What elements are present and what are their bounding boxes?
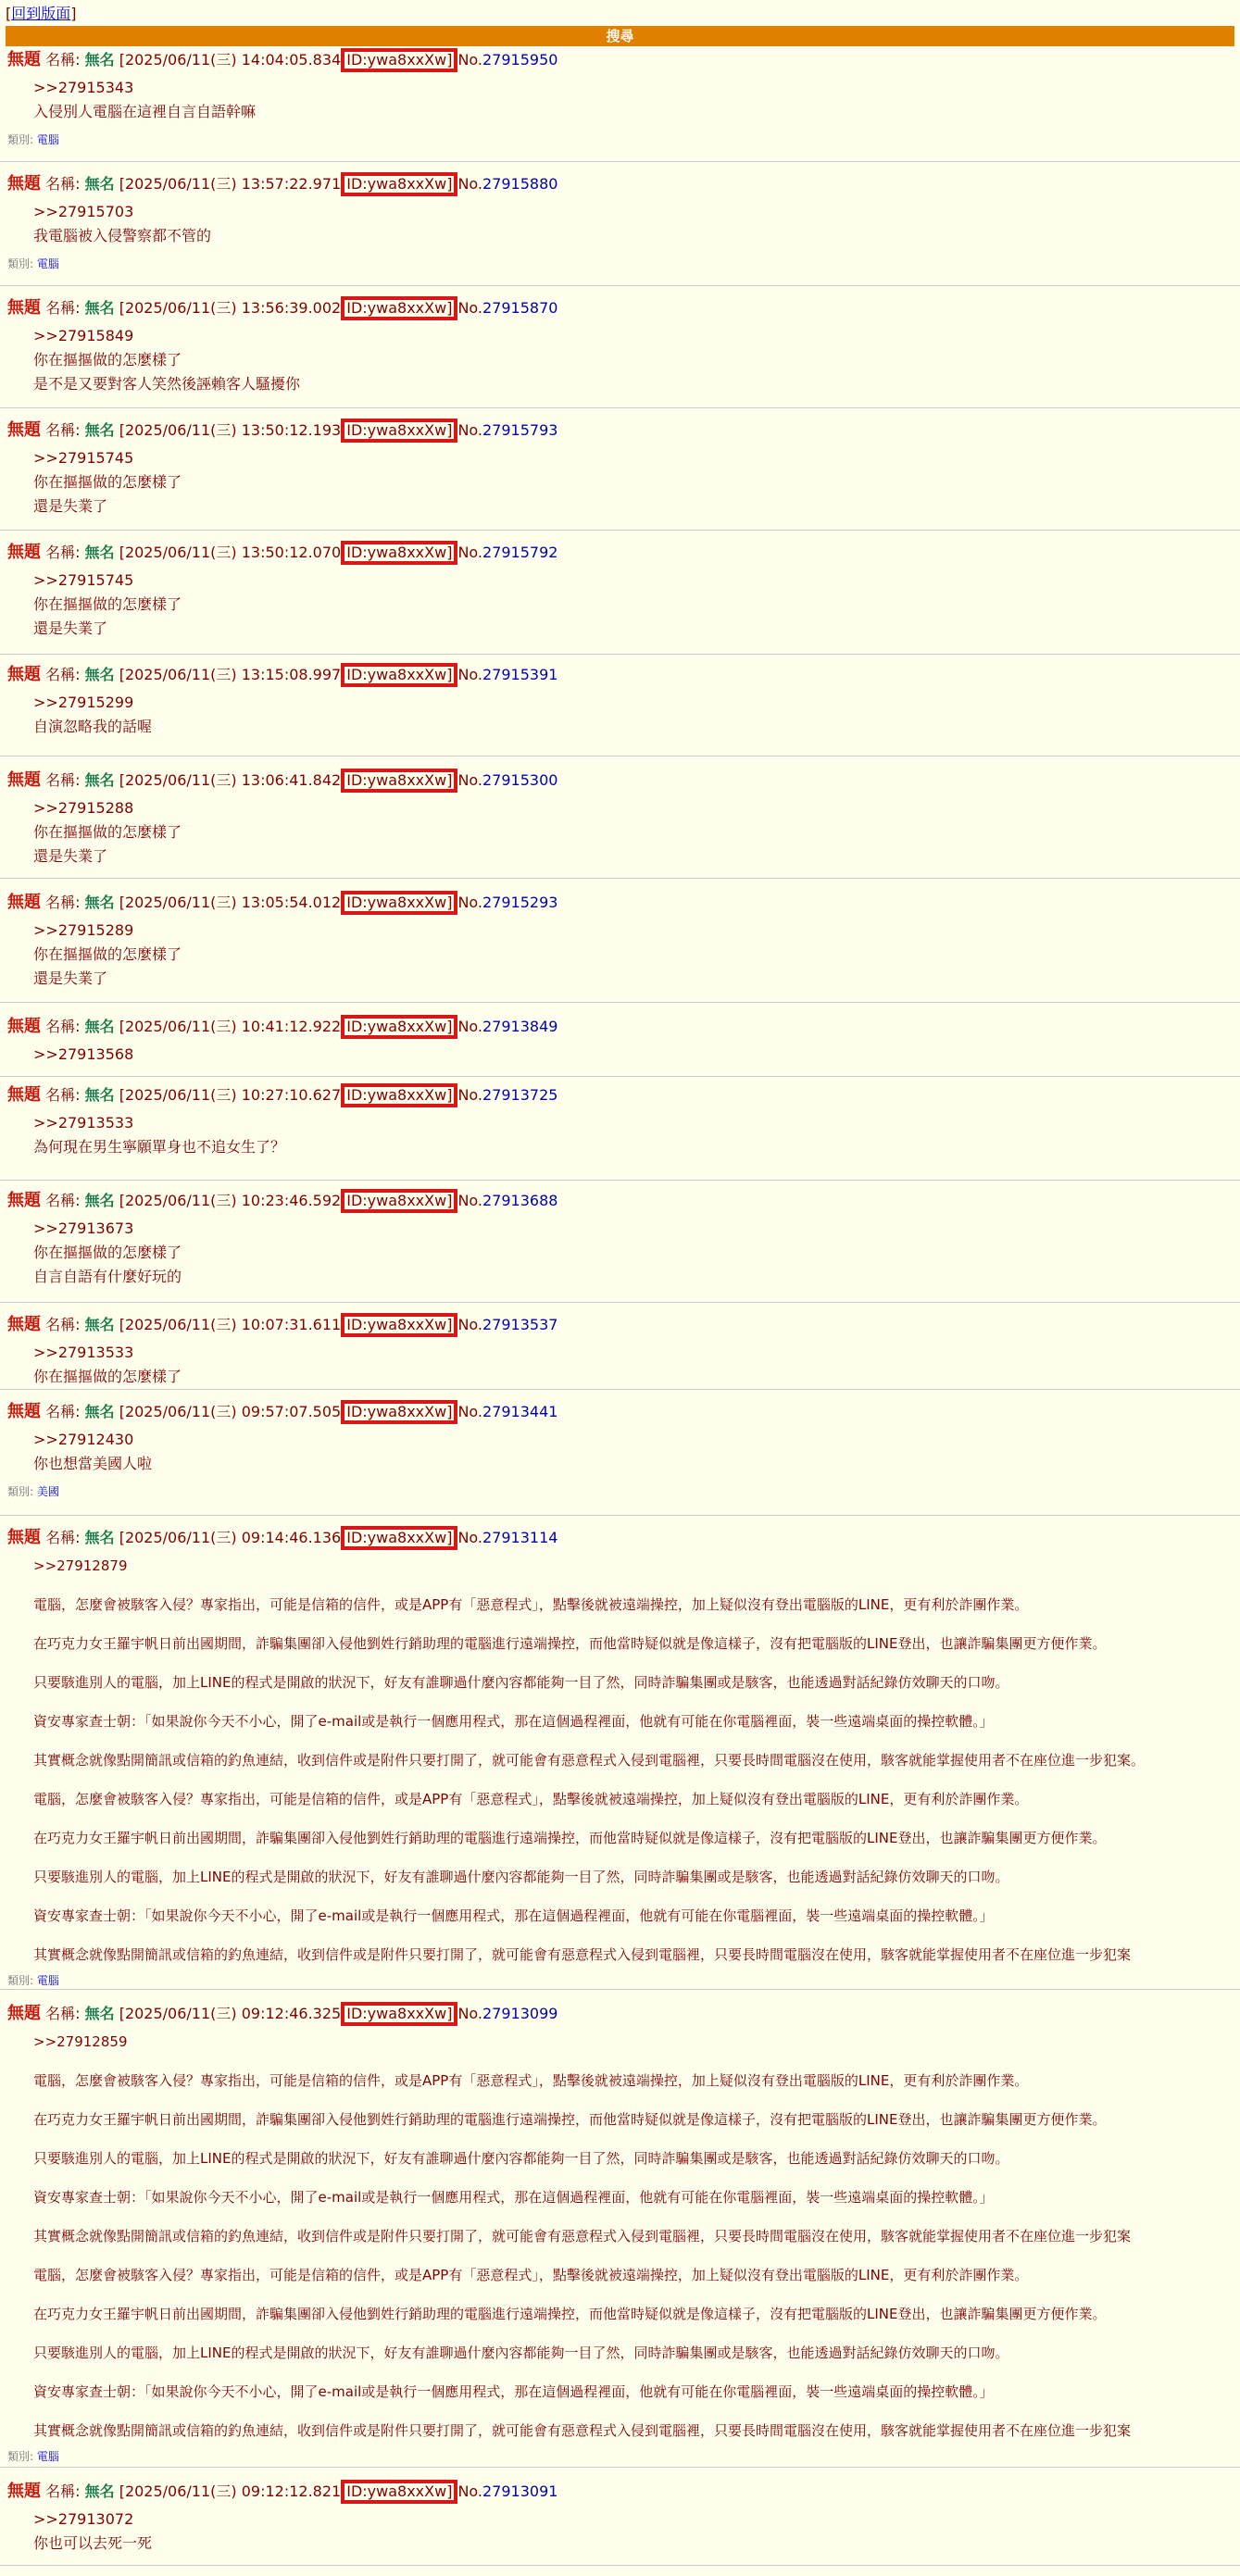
quote-link[interactable]: >>27913533 [33,1344,134,1361]
post-datetime: [2025/06/11(三) 09:14:46.136 [119,1529,342,1546]
poster-name: 無名 [84,51,115,69]
post-number [457,2482,557,2500]
poster-id[interactable]: ID:ywa8xxXw] [341,419,457,443]
post-line: 你也可以去死一死 [33,2534,153,2552]
quote-link[interactable]: >>27915288 [33,799,134,817]
post-title: 無題 [7,1085,41,1105]
quote-link[interactable]: >>27913673 [33,1219,134,1237]
post-title: 無題 [7,665,41,684]
post-body [33,76,256,124]
name-label: 名稱: [45,1192,81,1209]
quote-link[interactable]: >>27912859 [33,2033,128,2050]
poster-name: 無名 [84,894,115,911]
post-header [7,1313,557,1337]
category-link[interactable]: 電腦 [36,1974,59,1987]
poster-name: 無名 [84,2005,115,2022]
post-category [7,131,59,147]
category-label: 類別: [7,1485,34,1498]
post-line: 是不是又要對客人笑然後誣賴客人騷擾你 [33,375,301,393]
post-line: 電腦，怎麼會被駭客入侵？專家指出，可能是信箱的信件，或是APP有「惡意程式」，點擊後就被遠端操控，加上疑似沒有登出電腦版的LINE，更有利於詐團作業。 [33,2072,1029,2089]
post-number [457,175,557,193]
post-number [457,1018,557,1035]
post-separator [0,1515,1240,1516]
poster-id[interactable]: ID:ywa8xxXw] [341,891,457,915]
post-line: 只要駭進別人的電腦，加上LINE的程式是開啟的狀況下，好友有誰聊過什麼內容都能夠一目了然，同時詐騙集團或是駭客，也能透過對話紀錄仿效聊天的口吻。 [33,1869,1009,1885]
post-title: 無題 [7,770,41,790]
post-body [33,446,182,519]
category-label: 類別: [7,2450,34,2463]
post-line: 還是失業了 [33,497,108,515]
poster-name: 無名 [84,1403,115,1420]
poster-id[interactable]: ID:ywa8xxXw] [341,769,457,793]
post-line: 電腦，怎麼會被駭客入侵？專家指出，可能是信箱的信件，或是APP有「惡意程式」，點擊後就被遠端操控，加上疑似沒有登出電腦版的LINE，更有利於詐團作業。 [33,2267,1029,2283]
post-number-label: No. [457,2482,482,2500]
post-number-link[interactable]: 27915950 [482,51,558,69]
poster-id[interactable]: ID:ywa8xxXw] [341,1189,457,1213]
post-datetime: [2025/06/11(三) 10:07:31.611 [119,1316,342,1333]
search-label: 搜尋 [606,28,634,44]
post-datetime: [2025/06/11(三) 13:56:39.002 [119,299,342,317]
quote-link[interactable]: >>27915703 [33,203,134,220]
post-number-link[interactable]: 27915300 [482,771,558,789]
post-number [457,544,557,561]
post-number-link[interactable]: 27915870 [482,299,558,317]
post-number [457,1529,557,1546]
post-line: 只要駭進別人的電腦，加上LINE的程式是開啟的狀況下，好友有誰聊過什麼內容都能夠一目了然，同時詐騙集團或是駭客，也能透過對話紀錄仿效聊天的口吻。 [33,1674,1009,1691]
post-body [33,1546,1145,1974]
quote-link[interactable]: >>27915745 [33,571,134,589]
poster-id[interactable]: ID:ywa8xxXw] [341,1400,457,1424]
name-label: 名稱: [45,51,81,69]
post-title: 無題 [7,174,41,194]
post-header [7,296,557,320]
post-separator [0,407,1240,408]
post-line: 你在摳摳做的怎麼樣了 [33,595,182,613]
post-line: 在巧克力女王羅宇帆日前出國期間，詐騙集團卻入侵他劉姓行銷助理的電腦進行遠端操控，而他當時疑似就是像這樣子，沒有把電腦版的LINE登出，也讓詐騙集團更方便作業。 [33,1635,1107,1652]
post-line: 自演忽略我的話喔 [33,718,153,735]
poster-name: 無名 [84,666,115,683]
post-number-link[interactable]: 27913091 [482,2482,558,2500]
post-separator [0,2565,1240,2566]
post-body [33,324,300,396]
post-datetime: [2025/06/11(三) 10:41:12.922 [119,1018,342,1035]
post-body [33,200,211,248]
post-number-link[interactable]: 27915880 [482,175,558,193]
post-number-link[interactable]: 27913725 [482,1086,558,1104]
post-number [457,51,557,69]
post-number-label: No. [457,51,482,69]
category-label: 類別: [7,257,34,270]
quote-link[interactable]: >>27912879 [33,1557,128,1574]
post-separator [0,1180,1240,1181]
post-line: 其實概念就像點開簡訊或信箱的釣魚連結，收到信件或是附件只要打開了，就可能會有惡意程式入侵到電腦裡，只要長時間電腦沒在使用，駭客就能掌握使用者不在座位進一步犯案。 [33,1752,1146,1769]
post-separator [0,285,1240,286]
post-header [7,1083,557,1107]
post-category [7,1483,59,1499]
post-number [457,1403,557,1420]
name-label: 名稱: [45,894,81,911]
post-title: 無題 [7,1315,41,1334]
poster-id[interactable]: ID:ywa8xxXw] [341,296,457,320]
post-number-label: No. [457,894,482,911]
back-to-board: [回到版面] [6,5,77,22]
post-number-label: No. [457,771,482,789]
poster-id[interactable]: ID:ywa8xxXw] [341,1526,457,1550]
post-line: 你也想當美國人啦 [33,1455,153,1472]
quote-link[interactable]: >>27913533 [33,1114,134,1132]
post-line: 自言自語有什麼好玩的 [33,1268,182,1285]
post-separator [0,756,1240,757]
post-body [33,1341,182,1389]
post-title: 無題 [7,420,41,440]
name-label: 名稱: [45,544,81,561]
quote-link[interactable]: >>27913568 [33,1045,134,1063]
post-number-link[interactable]: 27915293 [482,894,558,911]
post-number-label: No. [457,2005,482,2022]
post-line: 你在摳摳做的怎麼樣了 [33,1244,182,1261]
post-line: 在巧克力女王羅宇帆日前出國期間，詐騙集團卻入侵他劉姓行銷助理的電腦進行遠端操控，而他當時疑似就是像這樣子，沒有把電腦版的LINE登出，也讓詐騙集團更方便作業。 [33,2111,1107,2128]
quote-link[interactable]: >>27913072 [33,2510,134,2528]
post-datetime: [2025/06/11(三) 14:04:05.834 [119,51,342,69]
post-separator [0,1002,1240,1003]
post-header [7,1015,557,1039]
post-datetime: [2025/06/11(三) 09:12:46.325 [119,2005,342,2022]
name-label: 名稱: [45,1529,81,1546]
poster-name: 無名 [84,1192,115,1209]
category-label: 類別: [7,133,34,146]
post-separator [0,530,1240,531]
post-line: 資安專家查士朝：「如果說你今天不小心，開了e-mail或是執行一個應用程式，那在這個過程裡面，他就有可能在你電腦裡面，裝一些遠端桌面的操控軟體。」 [33,2189,994,2206]
post-datetime: [2025/06/11(三) 13:05:54.012 [119,894,342,911]
name-label: 名稱: [45,1316,81,1333]
post-separator [0,1076,1240,1077]
category-link[interactable]: 電腦 [36,2450,59,2463]
post-number-label: No. [457,1316,482,1333]
poster-name: 無名 [84,175,115,193]
post-line: 只要駭進別人的電腦，加上LINE的程式是開啟的狀況下，好友有誰聊過什麼內容都能夠一目了然，同時詐騙集團或是駭客，也能透過對話紀錄仿效聊天的口吻。 [33,2345,1009,2361]
post-datetime: [2025/06/11(三) 13:50:12.193 [119,421,342,439]
poster-name: 無名 [84,421,115,439]
post-separator [0,161,1240,162]
name-label: 名稱: [45,666,81,683]
poster-name: 無名 [84,1086,115,1104]
post-datetime: [2025/06/11(三) 09:57:07.505 [119,1403,342,1420]
post-line: 還是失業了 [33,619,108,637]
post-header [7,2480,557,2504]
search-bar[interactable] [6,26,1234,46]
category-link[interactable]: 電腦 [36,257,59,270]
name-label: 名稱: [45,2005,81,2022]
post-number-label: No. [457,421,482,439]
post-number [457,1086,557,1104]
post-header [7,172,557,196]
post-title: 無題 [7,893,41,912]
post-number-link[interactable]: 27915391 [482,666,558,683]
name-label: 名稱: [45,421,81,439]
poster-name: 無名 [84,544,115,561]
post-number [457,2005,557,2022]
post-separator [0,878,1240,879]
post-title: 無題 [7,543,41,562]
post-header [7,48,557,72]
name-label: 名稱: [45,175,81,193]
post-line: 其實概念就像點開簡訊或信箱的釣魚連結，收到信件或是附件只要打開了，就可能會有惡意程式入侵到電腦裡，只要長時間電腦沒在使用，駭客就能掌握使用者不在座位進一步犯案 [33,1946,1132,1963]
poster-name: 無名 [84,1529,115,1546]
post-category [7,256,59,271]
category-link[interactable]: 電腦 [36,133,59,146]
post-number-label: No. [457,1018,482,1035]
quote-link[interactable]: >>27915343 [33,79,134,96]
post-line: 電腦，怎麼會被駭客入侵？專家指出，可能是信箱的信件，或是APP有「惡意程式」，點擊後就被遠端操控，加上疑似沒有登出電腦版的LINE，更有利於詐團作業。 [33,1596,1029,1613]
post-number [457,894,557,911]
name-label: 名稱: [45,1018,81,1035]
post-body [33,919,182,991]
post-number-label: No. [457,666,482,683]
quote-link[interactable]: >>27915849 [33,327,134,344]
poster-id[interactable]: ID:ywa8xxXw] [341,2002,457,2026]
post-header [7,1400,557,1424]
back-to-board-link[interactable]: 回到版面 [11,5,71,22]
post-number-link[interactable]: 27913114 [482,1529,558,1546]
post-line: 在巧克力女王羅宇帆日前出國期間，詐騙集團卻入侵他劉姓行銷助理的電腦進行遠端操控，而他當時疑似就是像這樣子，沒有把電腦版的LINE登出，也讓詐騙集團更方便作業。 [33,1830,1107,1846]
post-line: 在巧克力女王羅宇帆日前出國期間，詐騙集團卻入侵他劉姓行銷助理的電腦進行遠端操控，而他當時疑似就是像這樣子，沒有把電腦版的LINE登出，也讓詐騙集團更方便作業。 [33,2306,1107,2322]
post-line: 還是失業了 [33,847,108,865]
post-number-label: No. [457,299,482,317]
post-header [7,419,557,443]
post-number-link[interactable]: 27913099 [482,2005,558,2022]
post-header [7,769,557,793]
post-number-link[interactable]: 27915792 [482,544,558,561]
post-datetime: [2025/06/11(三) 13:50:12.070 [119,544,342,561]
post-line: 資安專家查士朝：「如果說你今天不小心，開了e-mail或是執行一個應用程式，那在這個過程裡面，他就有可能在你電腦裡面，裝一些遠端桌面的操控軟體。」 [33,1713,994,1730]
post-separator [0,654,1240,655]
post-line: 其實概念就像點開簡訊或信箱的釣魚連結，收到信件或是附件只要打開了，就可能會有惡意程式入侵到電腦裡，只要長時間電腦沒在使用，駭客就能掌握使用者不在座位進一步犯案 [33,2228,1132,2245]
post-body [33,1043,133,1067]
post-datetime: [2025/06/11(三) 13:15:08.997 [119,666,342,683]
post-number-label: No. [457,1529,482,1546]
post-line: 其實概念就像點開簡訊或信箱的釣魚連結，收到信件或是附件只要打開了，就可能會有惡意程式入侵到電腦裡，只要長時間電腦沒在使用，駭客就能掌握使用者不在座位進一步犯案 [33,2422,1132,2439]
post-header [7,541,557,565]
post-number [457,421,557,439]
post-number-link[interactable]: 27915793 [482,421,558,439]
post-line: 你在摳摳做的怎麼樣了 [33,351,182,369]
post-body [33,569,182,641]
name-label: 名稱: [45,771,81,789]
post-line: 你在摳摳做的怎麼樣了 [33,473,182,491]
poster-id[interactable]: ID:ywa8xxXw] [341,541,457,565]
post-datetime: [2025/06/11(三) 10:27:10.627 [119,1086,342,1104]
post-number-link[interactable]: 27913537 [482,1316,558,1333]
post-line: 電腦，怎麼會被駭客入侵？專家指出，可能是信箱的信件，或是APP有「惡意程式」，點擊後就被遠端操控，加上疑似沒有登出電腦版的LINE，更有利於詐團作業。 [33,1791,1029,1807]
post-number-link[interactable]: 27913441 [482,1403,558,1420]
post-category [7,1972,59,1988]
post-datetime: [2025/06/11(三) 09:12:12.821 [119,2482,342,2500]
poster-name: 無名 [84,1018,115,1035]
post-line: 入侵別人電腦在這裡自言自語幹嘛 [33,103,257,120]
poster-name: 無名 [84,2482,115,2500]
poster-id[interactable]: ID:ywa8xxXw] [341,1313,457,1337]
post-body [33,1217,182,1289]
post-separator [0,2467,1240,2468]
post-body [33,1428,152,1476]
post-number [457,1192,557,1209]
poster-id[interactable]: ID:ywa8xxXw] [341,1083,457,1107]
post-line: 為何現在男生寧願單身也不追女生了？ [33,1138,286,1156]
post-number-label: No. [457,1403,482,1420]
post-body [33,1111,285,1159]
quote-link[interactable]: >>27915299 [33,694,134,711]
post-title: 無題 [7,1017,41,1036]
name-label: 名稱: [45,2482,81,2500]
post-body [33,2022,1131,2450]
poster-id[interactable]: ID:ywa8xxXw] [341,663,457,687]
post-datetime: [2025/06/11(三) 10:23:46.592 [119,1192,342,1209]
post-line: 你在摳摳做的怎麼樣了 [33,1368,182,1385]
quote-link[interactable]: >>27915745 [33,449,134,467]
post-body [33,796,182,869]
post-number [457,666,557,683]
poster-id[interactable]: ID:ywa8xxXw] [341,48,457,72]
post-line: 你在摳摳做的怎麼樣了 [33,945,182,963]
post-header [7,1189,557,1213]
post-number-label: No. [457,1086,482,1104]
quote-link[interactable]: >>27915289 [33,921,134,939]
post-datetime: [2025/06/11(三) 13:57:22.971 [119,175,342,193]
post-line: 只要駭進別人的電腦，加上LINE的程式是開啟的狀況下，好友有誰聊過什麼內容都能夠一目了然，同時詐騙集團或是駭客，也能透過對話紀錄仿效聊天的口吻。 [33,2150,1009,2167]
post-line: 你在摳摳做的怎麼樣了 [33,823,182,841]
post-header [7,891,557,915]
poster-name: 無名 [84,299,115,317]
name-label: 名稱: [45,1403,81,1420]
post-line: 還是失業了 [33,969,108,987]
post-title: 無題 [7,298,41,318]
poster-name: 無名 [84,1316,115,1333]
post-number-label: No. [457,1192,482,1209]
post-title: 無題 [7,2482,41,2501]
post-separator [0,1989,1240,1990]
post-number-label: No. [457,544,482,561]
post-line: 我電腦被入侵警察都不管的 [33,227,212,244]
name-label: 名稱: [45,299,81,317]
post-number [457,299,557,317]
post-number [457,771,557,789]
post-number [457,1316,557,1333]
post-line: 資安專家查士朝：「如果說你今天不小心，開了e-mail或是執行一個應用程式，那在這個過程裡面，他就有可能在你電腦裡面，裝一些遠端桌面的操控軟體。」 [33,2383,994,2400]
post-body [33,691,152,739]
poster-id[interactable]: ID:ywa8xxXw] [341,2480,457,2504]
post-separator [0,1302,1240,1303]
post-body [33,2507,152,2556]
post-title: 無題 [7,2004,41,2023]
quote-link[interactable]: >>27912430 [33,1431,134,1448]
poster-id[interactable]: ID:ywa8xxXw] [341,1015,457,1039]
category-label: 類別: [7,1974,34,1987]
post-title: 無題 [7,1528,41,1547]
post-separator [0,1389,1240,1390]
post-datetime: [2025/06/11(三) 13:06:41.842 [119,771,342,789]
category-link[interactable]: 美國 [36,1485,59,1498]
post-number-label: No. [457,175,482,193]
post-title: 無題 [7,50,41,69]
poster-name: 無名 [84,771,115,789]
post-title: 無題 [7,1402,41,1421]
post-number-link[interactable]: 27913688 [482,1192,558,1209]
post-line: 資安專家查士朝：「如果說你今天不小心，開了e-mail或是執行一個應用程式，那在這個過程裡面，他就有可能在你電腦裡面，裝一些遠端桌面的操控軟體。」 [33,1907,994,1924]
poster-id[interactable]: ID:ywa8xxXw] [341,172,457,196]
name-label: 名稱: [45,1086,81,1104]
post-title: 無題 [7,1191,41,1210]
post-number-link[interactable]: 27913849 [482,1018,558,1035]
post-header [7,663,557,687]
post-category [7,2448,59,2464]
